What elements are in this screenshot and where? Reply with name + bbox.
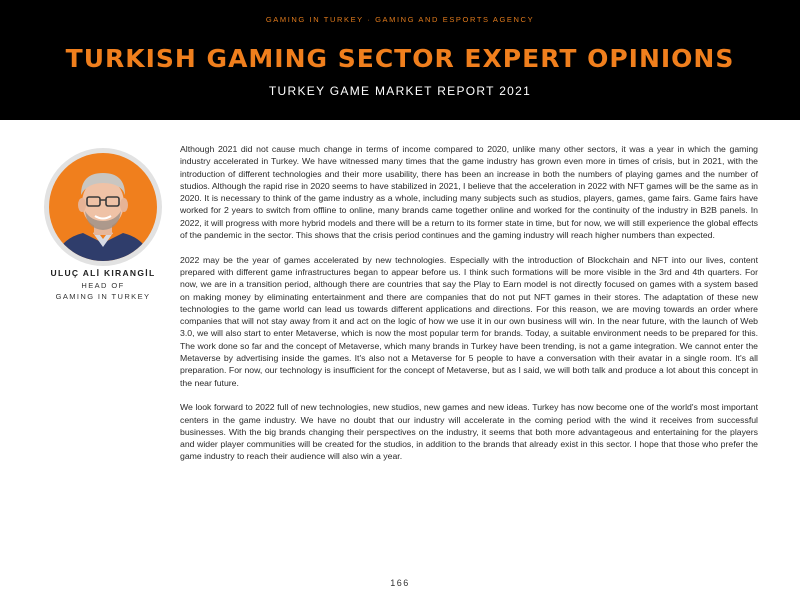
body-paragraph: Although 2021 did not cause much change in terms of income compared to 2020, unlike many other sectors, it was a year in which the gaming industry accelerated in Turkey. We have witnessed many times that the game industry has grown even more in times of crisis, but in 2021, with the introduction of different technologies and their more usability, there has been an increase in both the numbers of playing games and the number of studios. Although the rapid rise in 2020 seems to have stabilized in 2021, I believe that the acceleration in 2022 with NFT games will be the same as in 2020. It is necessary to think of the game industry as a whole, including many subjects such as studios, players, games, game fairs. Game fairs have worked for 2 years to switch from offline to online, many brands came together online and worked for the continuity of the industry in B2B panels. In 2022, it will progress with more hybrid models and there will be a return to its former state in time, but for now, we will still experience the global effects of the pandemic in the sector. This shows that the crisis period continues and the gaming industry will reach higher numbers than expected. — [180, 144, 758, 241]
author-role-line: GAMING IN TURKEY — [55, 292, 151, 301]
author-role-line: HEAD OF — [81, 281, 125, 290]
page-title: TURKISH GAMING SECTOR EXPERT OPINIONS — [65, 44, 735, 73]
header-banner — [0, 0, 800, 120]
publisher-line: GAMING IN TURKEY · GAMING AND ESPORTS AGENCY — [265, 15, 535, 24]
report-subtitle: TURKEY GAME MARKET REPORT 2021 — [268, 84, 532, 98]
article-body — [180, 143, 758, 475]
author-avatar — [44, 148, 162, 266]
author-role — [20, 280, 186, 302]
page-number: 166 — [390, 578, 410, 588]
body-paragraph: We look forward to 2022 full of new technologies, new studios, new games and new ideas. Turkey has now become one of the world's most important centers in the game industry. We have no doubt that our industry will accelerate in the coming period with the wind it receives from successful businesses. With the big brands changing their perspectives on the industry, it seems that both more advantageous and entertaining for the players and wider player communities will be created for the studios, in addition to the brands that already exist in this sector. I hope that those who prefer the game industry to reach their audience will also win a year. — [180, 402, 758, 462]
body-paragraph: 2022 may be the year of games accelerated by new technologies. Especially with the introduction of Blockchain and NFT into our lives, content prepared with different game infrastructures began to appear before us. I think such formations will be more visible in the 3rd and 4th quarters. For now, we are in a transition period, although there are countries that say the Play to Earn model is not directly focused on games with a system based on making money by eliminating entertainment and there are companies that do not put NFT games in their stores. The adaptation of these new technologies to the game world can lead us towards different applications and directions. For this reason, we are moving towards an order where companies that will not stay away from it and act on the logic of how we use it in our own business will win. In the near future, with the launch of Web 3.0, we will also start to enter Metaverse, which is now the most popular term for brands. Today, a suitable environment needs to be prepared for this. The work done so far and the concept of Metaverse, which many brands in Turkey have been trending, is not a game integration. We cannot enter the Metaverse by advertising inside the games. It's also not a Metaverse for 5 people to have a conversation with their avatar in a single room. It's all preparation. For now, our technology is insufficient for the concept of Metaverse, but as I said, we will both talk and produce a lot about this concept in the near future. — [180, 254, 758, 388]
author-portrait — [49, 153, 157, 261]
author-name: ULUÇ ALİ KIRANGİL — [50, 268, 156, 278]
